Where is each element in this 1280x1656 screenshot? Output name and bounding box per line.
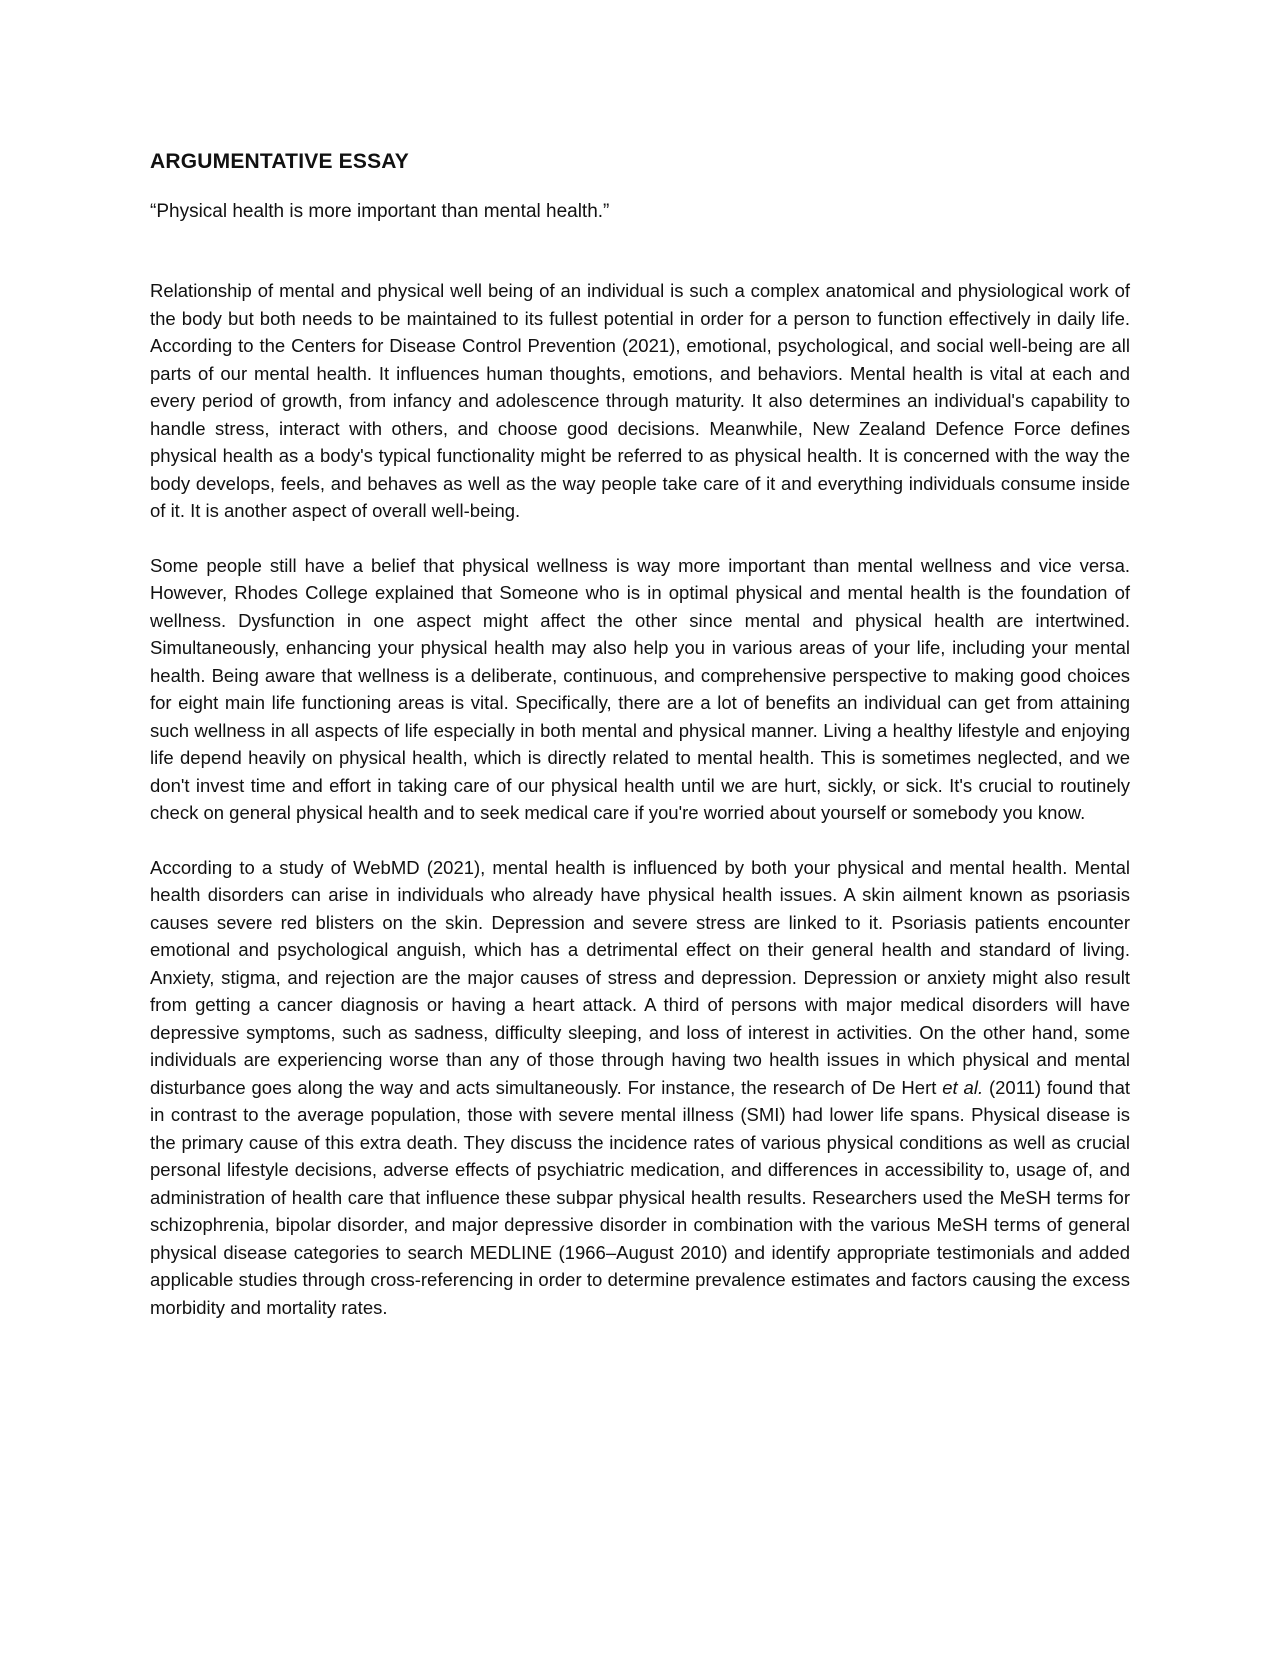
paragraph-3-part-2: (2011) found that in contrast to the average population, those with severe mental illness (SMI) had lower life spans. Physical disease is the primary cause of this extra death. They discuss the incidence rates of various physical conditions as well as crucial personal lifestyle decisions, adverse effects of psychiatric medication, and differences in accessibility to, usage of, and administration of health care that influence these subpar physical health results. Researchers used the MeSH terms for schizophrenia, bipolar disorder, and major depressive disorder in combination with the various MeSH terms of general physical disease categories to search MEDLINE (1966–August 2010) and identify appropriate testimonials and added applicable studies through cross-referencing in order to determine prevalence estimates and factors causing the excess morbidity and mortality rates. <box>150 1076 1130 1318</box>
paragraph-2: Some people still have a belief that physical wellness is way more important than mental wellness and vice versa. However, Rhodes College explained that Someone who is in optimal physical and mental health is the foundation of wellness. Dysfunction in one aspect might affect the other since mental and physical health are intertwined. Simultaneously, enhancing your physical health may also help you in various areas of your life, including your mental health. Being aware that wellness is a deliberate, continuous, and comprehensive perspective to making good choices for eight main life functioning areas is vital. Specifically, there are a lot of benefits an individual can get from attaining such wellness in all aspects of life especially in both mental and physical manner. Living a healthy lifestyle and enjoying life depend heavily on physical health, which is directly related to mental health. This is sometimes neglected, and we don't invest time and effort in taking care of our physical health until we are hurt, sickly, or sick. It's crucial to routinely check on general physical health and to seek medical care if you're worried about yourself or somebody you know. <box>150 554 1130 823</box>
paragraph-3-part-1: According to a study of WebMD (2021), mental health is influenced by both your physical and mental health. Mental health disorders can arise in individuals who already have physical health issues. A skin ailment known as psoriasis causes severe red blisters on the skin. Depression and severe stress are linked to it. Psoriasis patients encounter emotional and psychological anguish, which has a detrimental effect on their general health and standard of living. Anxiety, stigma, and rejection are the major causes of stress and depression. Depression or anxiety might also result from getting a cancer diagnosis or having a heart attack. A third of persons with major medical disorders will have depressive symptoms, such as sadness, difficulty sleeping, and loss of interest in activities. On the other hand, some individuals are experiencing worse than any of those through having two health issues in which physical and mental disturbance goes along the way and acts simultaneously. For instance, the research of De Hert <box>150 856 1130 1098</box>
essay-prompt: “Physical health is more important than mental health.” <box>150 201 610 222</box>
essay-title: ARGUMENTATIVE ESSAY <box>150 150 409 173</box>
paragraph-3-italic-citation: et al. <box>942 1076 984 1098</box>
essay-body <box>150 277 1130 1321</box>
document-page <box>150 148 1130 1348</box>
paragraph-1: Relationship of mental and physical well being of an individual is such a complex anatomical and physiological work of the body but both needs to be maintained to its fullest potential in order for a person to function effectively in daily life. According to the Centers for Disease Control Prevention (2021), emotional, psychological, and social well-being are all parts of our mental health. It influences human thoughts, emotions, and behaviors. Mental health is vital at each and every period of growth, from infancy and adolescence through maturity. It also determines an individual's capability to handle stress, interact with others, and choose good decisions. Meanwhile, New Zealand Defence Force defines physical health as a body's typical functionality might be referred to as physical health. It is concerned with the way the body develops, feels, and behaves as well as the way people take care of it and everything individuals consume inside of it. It is another aspect of overall well-being. <box>150 280 1130 521</box>
paragraph-3 <box>150 854 1130 1322</box>
